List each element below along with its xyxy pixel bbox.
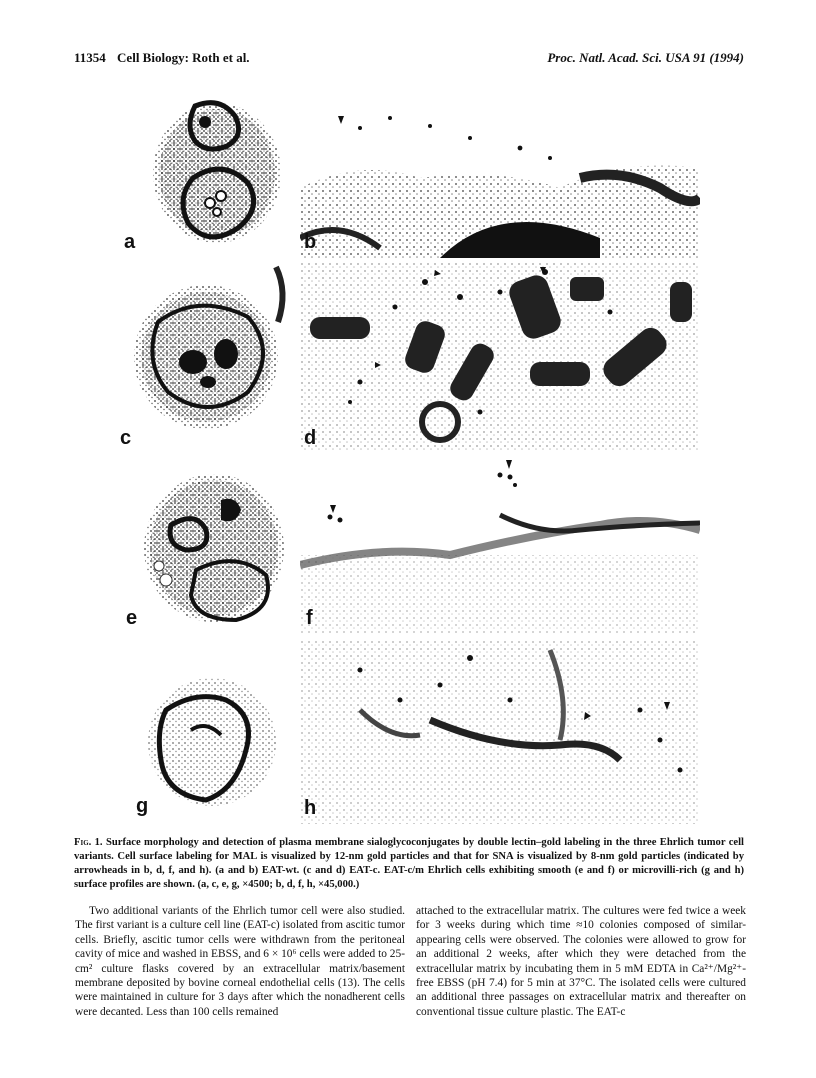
panel-h-image [300, 640, 700, 824]
running-header [74, 50, 744, 68]
panel-label-b: b [304, 231, 317, 253]
body-paragraph: attached to the extracellular matrix. The cultures were fed twice a week for 3 weeks during which time ≈10 colonies composed of similar-appearing cells were observed. The colonies were allowed to grow for an additional 2 weeks, after which they were detached from the extracellular matrix by incubating them in 5 mM EDTA in Ca²⁺/Mg²⁺-free EBSS (pH 7.4) for 5 min at 37°C. The isolated cells were cultured an additional three passages on extracellular matrix and thereafter on conventional tissue culture plastic. The EAT-c [416, 905, 746, 1018]
journal-citation: Proc. Natl. Acad. Sci. USA 91 (1994) [547, 50, 744, 65]
caption-text: Surface morphology and detection of plasma membrane sialoglycoconjugates by double lectin–gold labeling in the three Ehrlich tumor cell variants. Cell surface labeling for MAL is visualized by 12-nm gold particles and that for SNA is visualized by 8-nm gold particles (indicated by arrowheads in b, d, f, and h). (a and b) EAT-wt. (c and d) EAT-c. EAT-c/m Ehrlich cells exhibiting smooth (e and f) or microvilli-rich (g and h) surface profiles are shown. (a, c, e, g, ×4500; b, d, f, h, ×45,000.) [74, 837, 744, 890]
panel-e-image [126, 470, 296, 630]
panel-f-image [300, 455, 700, 633]
body-paragraph: Two additional variants of the Ehrlich tumor cell were also studied. The first variant is a culture cell line (EAT-c) isolated from ascitic tumor cells. Briefly, ascitic tumor cells were withdrawn from the peritoneal cavity of mice and washed in EBSS, and 6 × 10⁶ cells were added to 25-cm² culture flasks covered by an extracellular matrix/basement membrane deposited by bovine corneal endothelial cells (13). The cells were maintained in culture for 3 days after which the nonadherent cells were decanted. Less than 100 cells remained [75, 905, 405, 1018]
panel-label-g: g [136, 795, 149, 817]
panel-label-e: e [126, 607, 138, 629]
panel-g-image [136, 670, 296, 820]
page-number: 11354 [74, 50, 106, 65]
panel-b-image [300, 98, 700, 258]
panel-d-image [300, 262, 700, 452]
body-column-left [75, 904, 405, 1019]
figure-label: Fig. 1. [74, 837, 103, 848]
panel-label-h: h [304, 797, 317, 819]
section-title: Cell Biology: Roth et al. [117, 50, 250, 65]
panel-c-image [118, 262, 295, 450]
panel-a-image [125, 88, 295, 258]
panel-label-c: c [120, 427, 132, 449]
panel-label-d: d [304, 427, 317, 449]
figure-caption [74, 836, 744, 892]
panel-label-f: f [306, 607, 313, 629]
panel-label-a: a [124, 231, 136, 253]
body-column-right [416, 904, 746, 1019]
